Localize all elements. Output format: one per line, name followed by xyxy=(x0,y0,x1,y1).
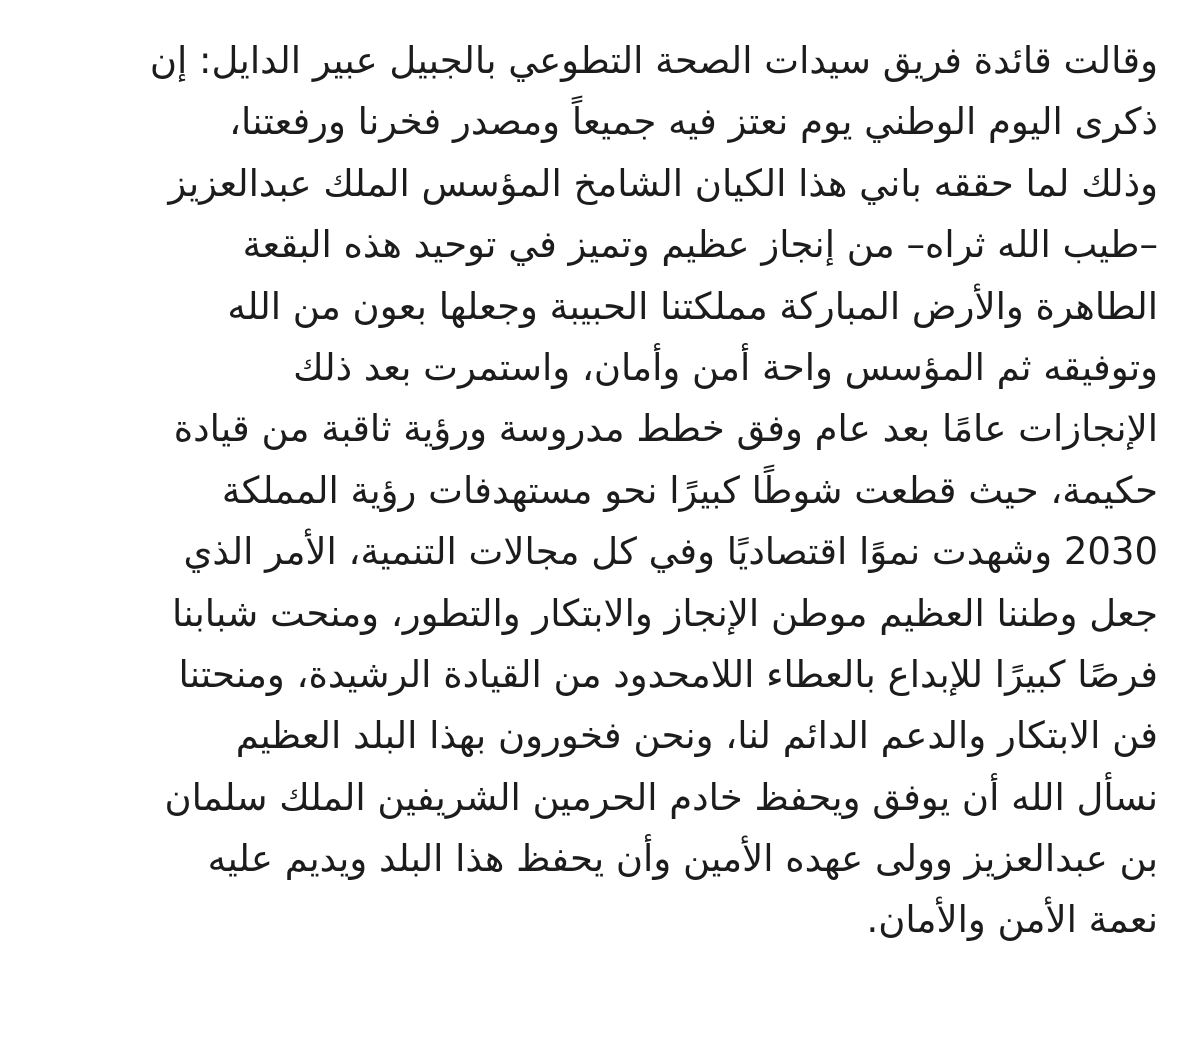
text-line-3: وذلك لما حققه باني هذا الكيان الشامخ المؤسس الملك عبدالعزيز xyxy=(168,161,1158,205)
text-line-15: نعمة الأمن والأمان. xyxy=(866,898,1158,942)
text-line-8: حكيمة، حيث قطعت شوطًا كبيرًا نحو مستهدفات رؤية المملكة xyxy=(221,468,1158,512)
text-line-12: فن الابتكار والدعم الدائم لنا، ونحن فخورون بهذا البلد العظيم xyxy=(235,714,1158,758)
text-line-9: 2030 وشهدت نموًا اقتصاديًا وفي كل مجالات التنمية، الأمر الذي xyxy=(183,530,1158,574)
text-line-1: وقالت قائدة فريق سيدات الصحة التطوعي بالجبيل عبير الدايل: إن xyxy=(149,39,1158,82)
text-line-4: –طيب الله ثراه– من إنجاز عظيم وتميز في توحيد هذه البقعة xyxy=(242,223,1158,267)
text-line-5: الطاهرة والأرض المباركة مملكتنا الحبيبة وجعلها بعون من الله xyxy=(227,284,1158,328)
text-line-6: وتوفيقه ثم المؤسس واحة أمن وأمان، واستمرت بعد ذلك xyxy=(293,345,1158,389)
text-line-14: بن عبدالعزيز وولى عهده الأمين وأن يحفظ هذا البلد ويديم عليه xyxy=(207,837,1158,881)
text-line-10: جعل وطننا العظيم موطن الإنجاز والابتكار والتطور، ومنحت شبابنا xyxy=(172,591,1158,635)
text-line-13: نسأل الله أن يوفق ويحفظ خادم الحرمين الشريفين الملك سلمان xyxy=(164,775,1158,819)
text-line-11: فرصًا كبيرًا للإبداع بالعطاء اللامحدود من القيادة الرشيدة، ومنحتنا xyxy=(178,652,1158,696)
text-line-7: الإنجازات عامًا بعد عام وفق خطط مدروسة ورؤية ثاقبة من قيادة xyxy=(173,407,1158,451)
text-line-2: ذكرى اليوم الوطني يوم نعتز فيه جميعاً ومصدر فخرنا ورفعتنا، xyxy=(229,100,1158,144)
article-paragraph xyxy=(38,30,1158,951)
